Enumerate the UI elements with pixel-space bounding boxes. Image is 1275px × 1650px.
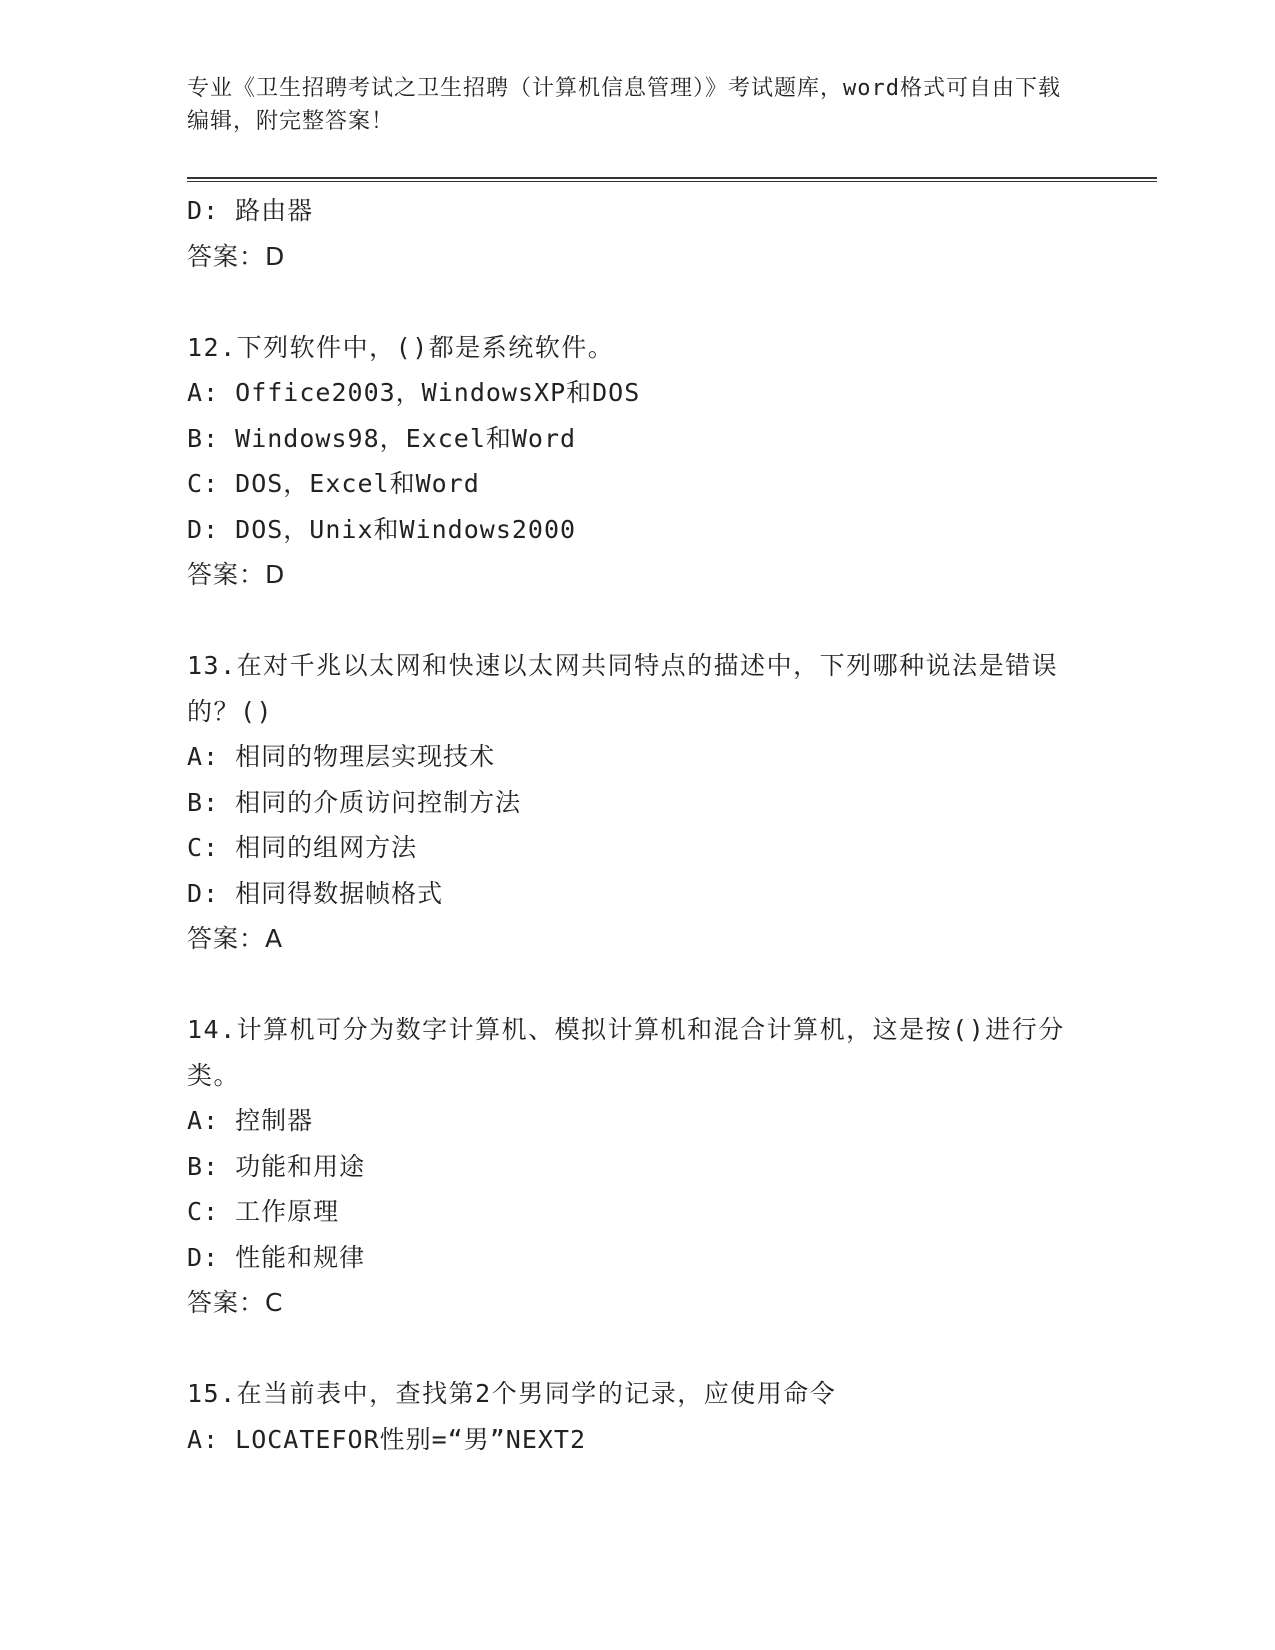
option-c: C: DOS，Excel和Word	[187, 469, 480, 498]
spacer	[187, 962, 1087, 1008]
option-a: A: Office2003，WindowsXP和DOS	[187, 378, 641, 407]
option-a: A: 相同的物理层实现技术	[187, 742, 496, 771]
question-list	[187, 188, 1087, 1462]
option-b: B: Windows98，Excel和Word	[187, 423, 577, 453]
answer-label: 答案：C	[187, 1288, 284, 1317]
question-13	[187, 643, 1087, 962]
question-text: 13.在对千兆以太网和快速以太网共同特点的描述中，下列哪种说法是错误的？()	[187, 651, 1059, 726]
question-text: 15.在当前表中，查找第2个男同学的记录，应使用命令	[187, 1379, 837, 1408]
document-header-note: 专业《卫生招聘考试之卫生招聘（计算机信息管理）》考试题库，word格式可自由下载编辑，附完整答案！	[187, 76, 1061, 134]
option-d: D: 性能和规律	[187, 1242, 366, 1272]
option-c: C: 相同的组网方法	[187, 833, 418, 862]
option-d: D: 路由器	[187, 196, 314, 225]
question-text: 12.下列软件中，()都是系统软件。	[187, 332, 615, 362]
question-12	[187, 325, 1087, 598]
answer-label: 答案：D	[187, 241, 286, 271]
header-divider	[187, 177, 1157, 182]
option-d: D: 相同得数据帧格式	[187, 878, 444, 908]
option-a: A: LOCATEFOR性别=“男”NEXT2	[187, 1424, 587, 1454]
question-15	[187, 1371, 1087, 1462]
option-d: D: DOS，Unix和Windows2000	[187, 514, 577, 544]
answer-label: 答案：A	[187, 924, 284, 953]
option-b: B: 功能和用途	[187, 1151, 366, 1181]
option-c: C: 工作原理	[187, 1197, 340, 1226]
spacer	[187, 279, 1087, 325]
spacer	[187, 1326, 1087, 1372]
question-11-tail	[187, 188, 1087, 279]
answer-label: 答案：D	[187, 560, 286, 589]
question-14	[187, 1007, 1087, 1326]
option-a: A: 控制器	[187, 1106, 314, 1135]
spacer	[187, 598, 1087, 644]
option-b: B: 相同的介质访问控制方法	[187, 787, 522, 817]
question-text: 14.计算机可分为数字计算机、模拟计算机和混合计算机，这是按()进行分类。	[187, 1015, 1065, 1090]
